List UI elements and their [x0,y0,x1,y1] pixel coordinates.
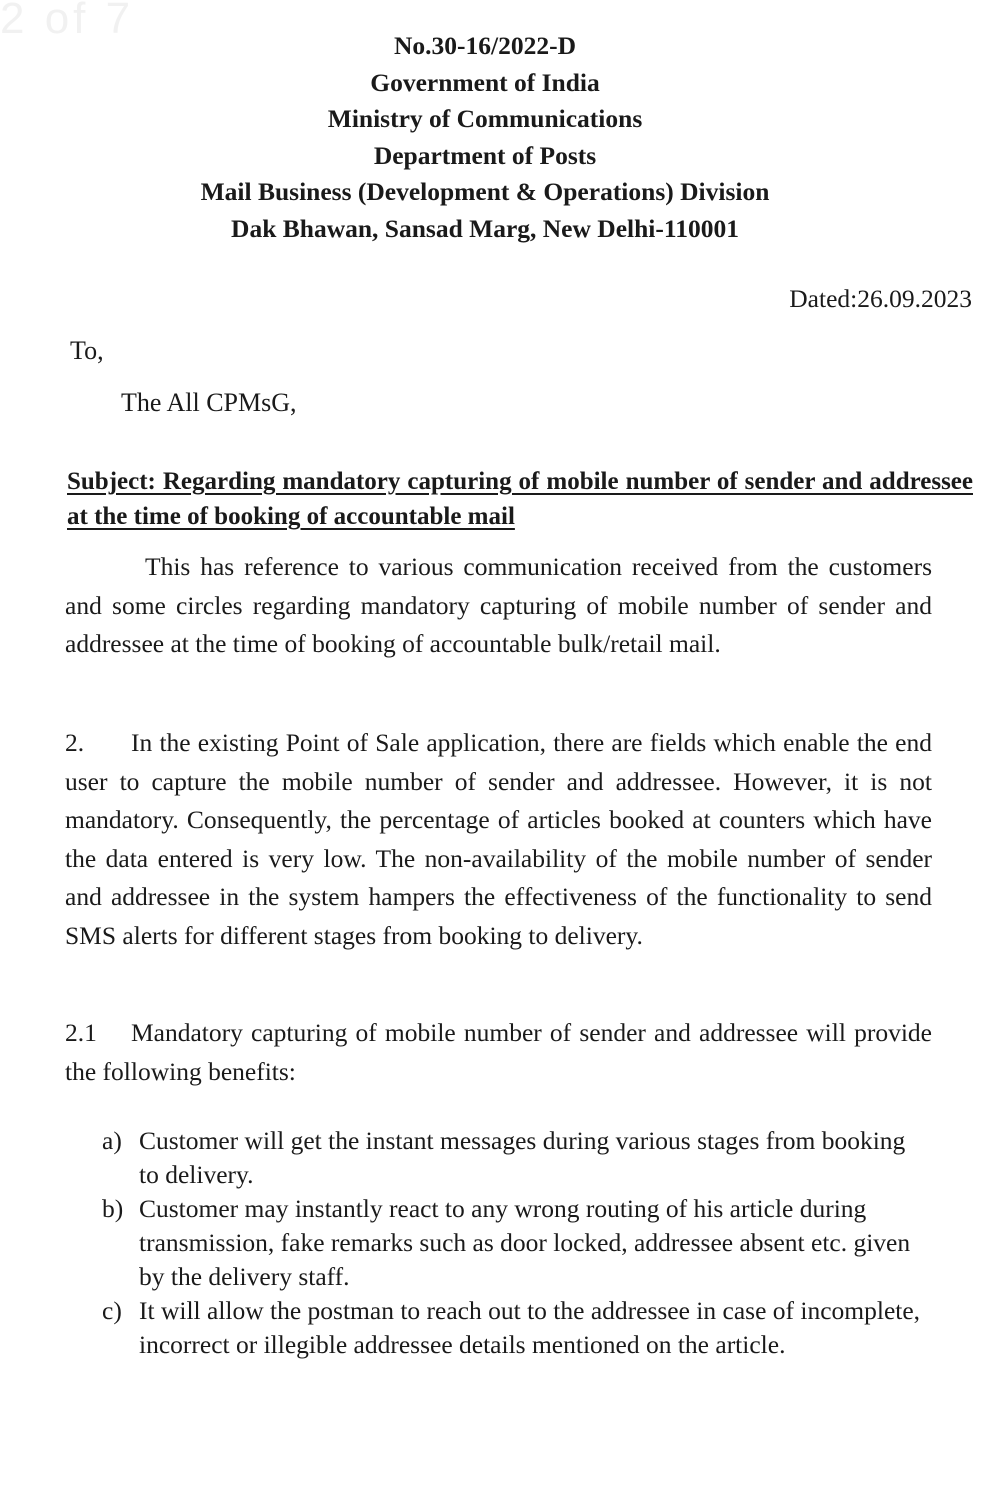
paragraph-2-1-text: Mandatory capturing of mobile number of sender and addressee will provide the following benefits: [65,1018,932,1086]
list-item [102,1294,922,1362]
letter-header [0,28,970,247]
paragraph-2-text: In the existing Point of Sale application, there are fields which enable the end user to capture the mobile number of sender and addressee. However, it is not mandatory. Consequently, the percentage of articles booked at counters which have the data entered is very low. The non-availability of the mobile number of sender and addressee in the system hampers the effectiveness of the functionality to send SMS alerts for different stages from booking to delivery. [65,728,932,950]
benefits-list [102,1124,922,1362]
paragraph-2-1 [65,1014,932,1091]
subject-line [67,464,973,534]
list-item-text: Customer will get the instant messages during various stages from booking to delivery. [139,1126,906,1189]
paragraph-2 [65,724,932,956]
government-name: Government of India [370,67,600,97]
ministry-name: Ministry of Communications [327,104,643,133]
list-marker: a) [102,1126,122,1155]
subject-text: Subject: Regarding mandatory capturing of mobile number of sender and addressee at the time of booking of accountable mail [67,468,973,530]
department-name: Department of Posts [373,140,597,170]
office-address: Dak Bhawan, Sansad Marg, New Delhi-110001 [231,213,739,243]
addressee: The All CPMsG, [121,388,297,417]
paragraph-2-1-number: 2.1 [65,1018,97,1047]
list-item-text: Customer may instantly react to any wrong routing of his article during transmission, fake remarks such as door locked, addressee absent etc. given by the delivery staff. [139,1194,911,1291]
division-name: Mail Business (Development & Operations) Division [200,177,770,206]
list-marker: c) [102,1296,122,1325]
paragraph-2-number: 2. [65,728,85,757]
list-marker: b) [102,1194,124,1223]
salutation-to: To, [70,336,104,365]
list-item [102,1192,922,1294]
letter-date: Dated:26.09.2023 [789,284,972,313]
page-watermark: 2 of 7 [0,0,135,40]
paragraph-1: This has reference to various communication received from the customers and some circles regarding mandatory capturing of mobile number of sender and addressee at the time of booking of accountable bulk/retail mail. [65,552,932,659]
list-item-text: It will allow the postman to reach out to the addressee in case of incomplete, incorrect or illegible addressee details mentioned on the article. [139,1296,921,1359]
list-item [102,1124,922,1192]
reference-number: No.30-16/2022-D [393,31,577,60]
